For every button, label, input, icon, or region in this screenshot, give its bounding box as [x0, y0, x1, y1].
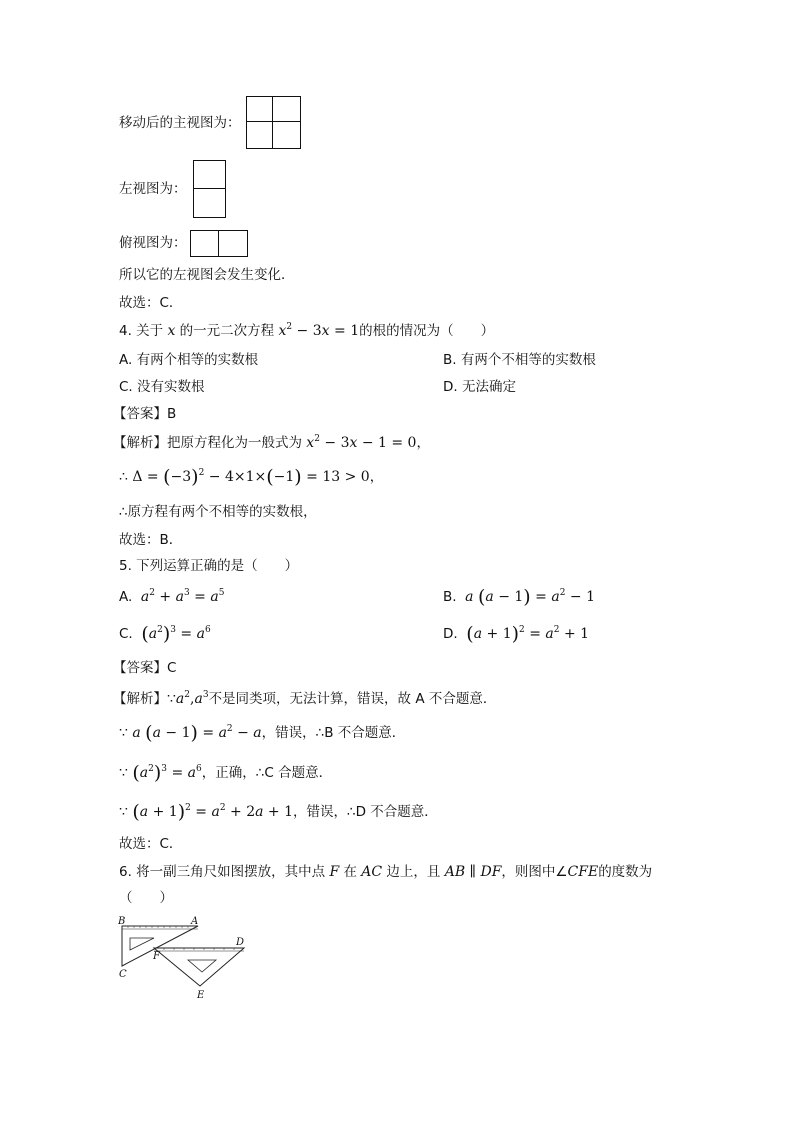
- q5-answer: 【答案】C: [113, 660, 177, 676]
- inner-triangle-abc: [130, 938, 154, 950]
- label-d: D: [236, 937, 245, 948]
- q5-analysis-b: ∵ a $(a - 1) = a^2 - a$，错误，∴B 不合题意．: [119, 722, 406, 744]
- top-view-figure: [190, 230, 248, 257]
- label-f: F: [153, 951, 160, 962]
- label-b: B: [118, 916, 126, 927]
- q4-option-c: C. 没有实数根: [119, 379, 205, 395]
- q5-analysis-d: ∵ $(a + 1)^2 = a^2 + 2a + 1$，错误，∴D 不合题意．: [119, 801, 438, 823]
- set-squares-figure: [114, 914, 254, 1006]
- q5-stem: 5. 下列运算正确的是（ ）: [119, 558, 299, 574]
- front-view-figure: [246, 96, 301, 149]
- left-view-label: 左视图为：: [119, 181, 187, 197]
- triangle-abc: [122, 926, 198, 966]
- q5-analysis-c: ∵ $(a^2)^3 = a^6$，正确，∴C 合题意．: [119, 762, 333, 784]
- q5-option-b: B. a $(a - 1) = a^2 - 1$: [443, 586, 595, 608]
- q5-option-c: C. $(a^2)^3 = a^6$: [119, 623, 211, 645]
- q6-paren: （ ）: [119, 890, 173, 906]
- q4-answer: 【答案】B: [113, 406, 177, 422]
- triangle-dfe: [154, 948, 244, 986]
- top-view-label: 俯视图为：: [119, 235, 187, 251]
- view-conclusion: 所以它的左视图会发生变化．: [119, 267, 295, 283]
- q4-stem: 4. 关于 x 的一元二次方程 $x^2 - 3x = 1$的根的情况为（ ）: [119, 322, 495, 339]
- q4-option-b: B. 有两个不相等的实数根: [443, 352, 596, 368]
- label-c: C: [119, 969, 127, 980]
- label-e: E: [197, 990, 205, 1001]
- q5-analysis-a: 【解析】$\because a^2,a^3$不是同类项，无法计算，错误，故 A 不合题意．: [113, 690, 497, 707]
- q4-delta: ∴ $\Delta = (-3)^2 - 4\times 1\times(-1) = 13 > 0$，: [119, 466, 384, 488]
- q4-conclusion: ∴原方程有两个不相等的实数根，: [119, 504, 317, 520]
- q5-option-d: D. $(a + 1)^2 = a^2 + 1$: [443, 623, 590, 645]
- label-a: A: [191, 916, 199, 927]
- q6-stem: 6. 将一副三角尺如图摆放，其中点 F 在 AC 边上，且 AB ∥ DF，则图中∠CFE的度数为: [119, 864, 653, 880]
- view-answer: 故选：C．: [119, 295, 183, 311]
- q4-choice: 故选：B．: [119, 532, 183, 548]
- q5-choice: 故选：C．: [119, 836, 183, 852]
- q4-analysis: 【解析】把原方程化为一般式为 $x^2 - 3x - 1 = 0$，: [113, 434, 430, 451]
- q4-option-a: A. 有两个相等的实数根: [119, 352, 259, 368]
- front-view-label: 移动后的主视图为：: [119, 115, 241, 131]
- left-view-figure: [193, 160, 226, 218]
- q5-option-a: A. $a^2 + a^3 = a^5$: [119, 588, 225, 605]
- inner-triangle-dfe: [188, 960, 216, 972]
- q4-option-d: D. 无法确定: [443, 379, 516, 395]
